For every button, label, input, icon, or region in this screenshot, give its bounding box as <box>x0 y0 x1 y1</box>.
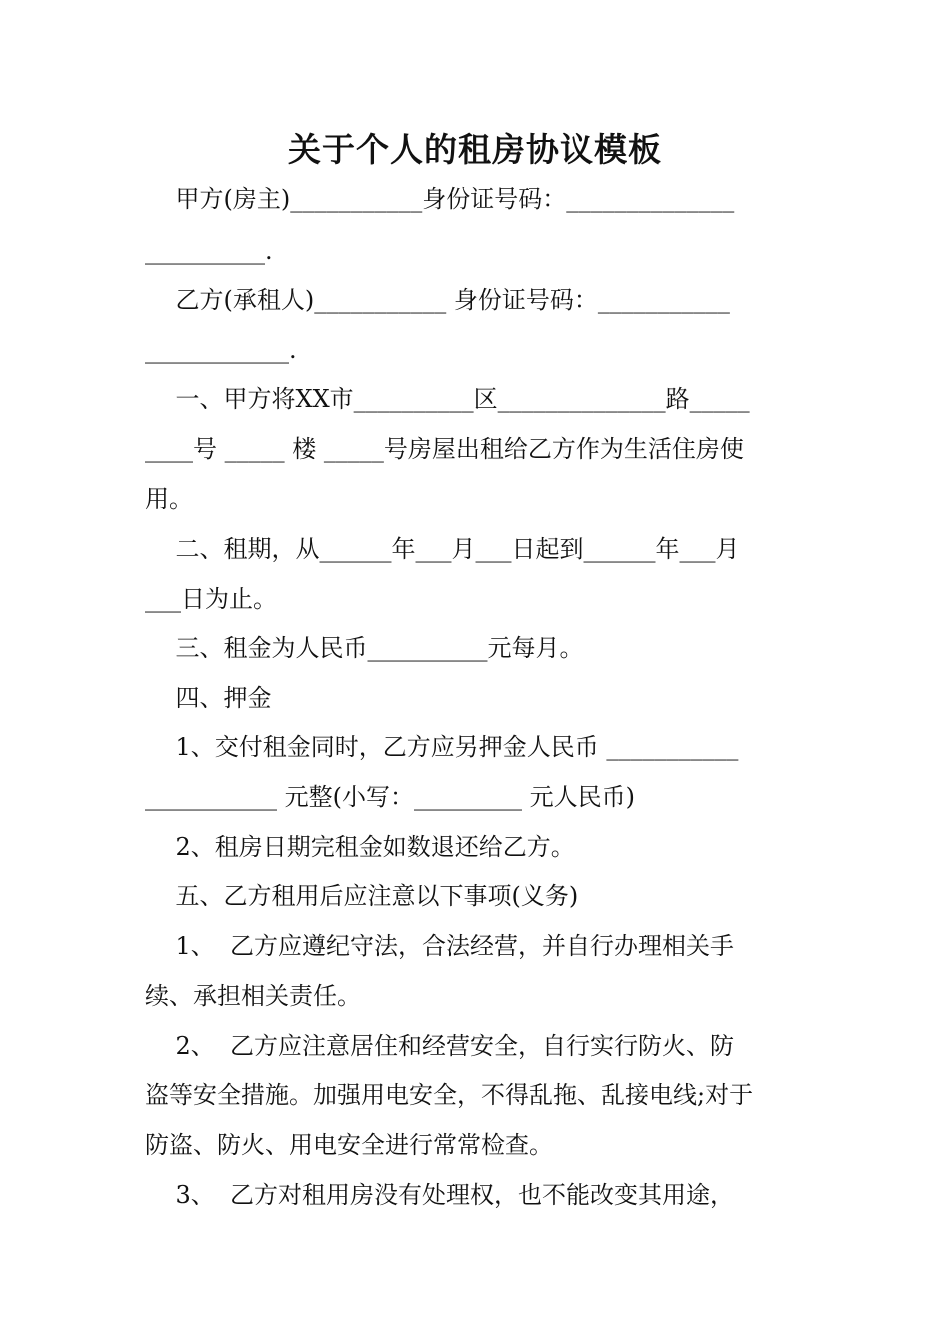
clause-2-line-cont: ___日为止。 <box>145 585 277 613</box>
clause-1-line-cont: ____号 _____ 楼 _____号房屋出租给乙方作为生活住房使 <box>145 435 744 463</box>
deposit-item-2: 2、租房日期完租金如数退还给乙方。 <box>145 833 575 861</box>
clause-3-line: 三、租金为人民币__________元每月。 <box>145 634 584 662</box>
clause-4-heading: 四、押金 <box>145 684 272 712</box>
duty-item-2-end: 防盗、防火、用电安全进行常常检查。 <box>145 1131 553 1159</box>
duty-item-1-cont: 续、承担相关责任。 <box>145 982 361 1010</box>
party-a-line: 甲方(房主)___________身份证号码：______________ <box>145 185 735 213</box>
duty-item-3: 3、 乙方对租用房没有处理权，也不能改变其用途， <box>145 1181 735 1209</box>
clause-5-heading: 五、乙方租用后应注意以下事项(义务) <box>145 882 579 910</box>
duty-item-2-cont: 盗等安全措施。加强用电安全，不得乱拖、乱接电线;对于 <box>145 1081 754 1109</box>
party-b-line: 乙方(承租人)___________ 身份证号码：___________ <box>145 286 730 314</box>
duty-item-2: 2、 乙方应注意居住和经营安全，自行实行防火、防 <box>145 1032 735 1060</box>
deposit-item-1-cont: ___________ 元整(小写：_________ 元人民币) <box>145 783 635 811</box>
clause-1-line: 一、甲方将XX市__________区______________路_____ <box>145 385 750 413</box>
deposit-item-1: 1、交付租金同时，乙方应另押金人民币 ___________ <box>145 733 739 761</box>
party-b-line-cont: ____________. <box>145 336 297 364</box>
clause-2-line: 二、租期，从______年___月___日起到______年___月 <box>145 535 740 563</box>
party-a-line-cont: __________. <box>145 237 273 265</box>
clause-1-line-end: 用。 <box>145 485 193 513</box>
document-title: 关于个人的租房协议模板 <box>288 130 662 169</box>
duty-item-1: 1、 乙方应遵纪守法，合法经营，并自行办理相关手 <box>145 932 735 960</box>
